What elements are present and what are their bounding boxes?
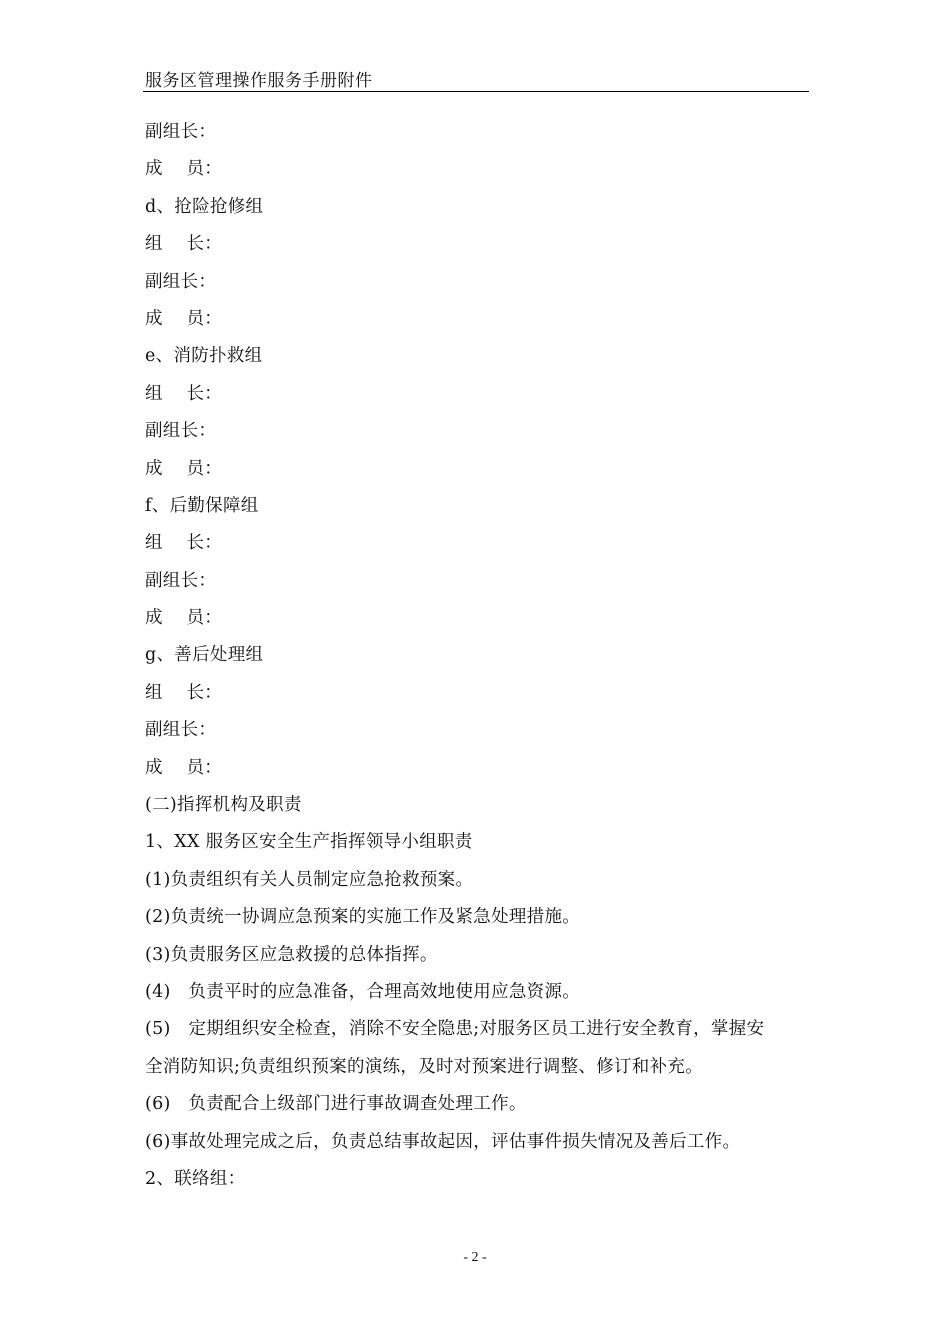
section-heading: f、后勤保障组 — [145, 495, 259, 516]
text-line: 副组长： — [145, 421, 217, 442]
text-line: 成 员： — [145, 308, 223, 329]
document-body — [145, 117, 809, 1201]
page-number: - 2 - — [463, 1250, 487, 1265]
text-line: 成 员： — [145, 608, 223, 629]
text-line: (6) 负责配合上级部门进行事故调查处理工作。 — [145, 1094, 527, 1115]
text-line: (6)事故处理完成之后，负责总结事故起因，评估事件损失情况及善后工作。 — [145, 1131, 741, 1152]
text-line: 组 长： — [145, 383, 223, 404]
section-heading: g、善后处理组 — [145, 645, 264, 666]
page-header-title: 服务区管理操作服务手册附件 — [145, 71, 373, 91]
text-line: (5) 定期组织安全检查，消除不安全隐患;对服务区员工进行安全教育，掌握安 — [145, 1019, 765, 1040]
header-divider — [143, 91, 809, 92]
text-line: (2)负责统一协调应急预案的实施工作及紧急处理措施。 — [145, 907, 581, 928]
text-line: 成 员： — [145, 458, 223, 479]
text-line: 组 长： — [145, 533, 223, 554]
text-line: 全消防知识;负责组织预案的演练，及时对预案进行调整、修订和补充。 — [145, 1056, 703, 1077]
text-line: 副组长： — [145, 570, 217, 591]
text-line: 成 员： — [145, 757, 223, 778]
section-heading: (二)指挥机构及职责 — [145, 795, 302, 816]
section-heading: e、消防扑救组 — [145, 346, 263, 367]
section-heading: 2、联络组： — [145, 1168, 246, 1189]
section-heading: d、抢险抢修组 — [145, 196, 264, 217]
text-line: (3)负责服务区应急救援的总体指挥。 — [145, 944, 438, 965]
text-line: 副组长： — [145, 122, 217, 142]
text-line: 副组长： — [145, 271, 217, 292]
text-line: (4) 负责平时的应急准备，合理高效地使用应急资源。 — [145, 981, 581, 1002]
text-line: (1)负责组织有关人员制定应急抢救预案。 — [145, 869, 474, 890]
text-line: 组 长： — [145, 682, 223, 703]
section-heading: 1、XX 服务区安全生产指挥领导小组职责 — [145, 832, 473, 853]
text-line: 组 长： — [145, 234, 223, 255]
text-line: 成 员： — [145, 159, 223, 180]
text-line: 副组长： — [145, 720, 217, 741]
